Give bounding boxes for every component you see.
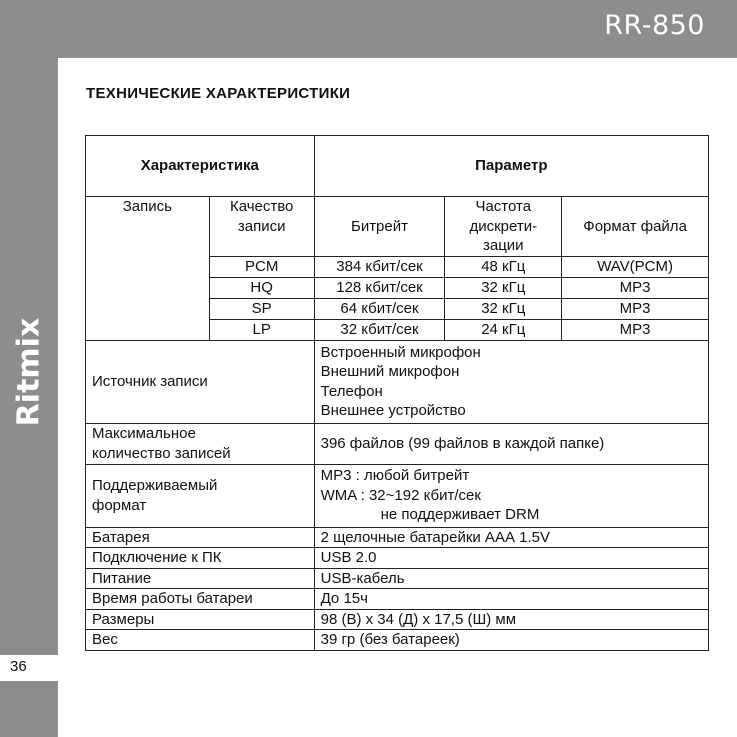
quality-cell: HQ bbox=[209, 277, 314, 298]
format-line: WMA : 32~192 кбит/сек bbox=[320, 486, 481, 504]
bitrate-cell: 384 кбит/сек bbox=[314, 256, 445, 277]
row-label: Время работы батареи bbox=[86, 589, 315, 610]
row-value: USB 2.0 bbox=[314, 548, 708, 569]
quality-header: Качество записи bbox=[209, 197, 314, 257]
page-number: 36 bbox=[10, 658, 27, 675]
recording-label: Запись bbox=[86, 197, 210, 341]
row-label: Питание bbox=[86, 568, 315, 589]
sample-rate-header: Частота дискрети-зации bbox=[445, 197, 562, 257]
format-cell: MP3 bbox=[562, 277, 709, 298]
table-row bbox=[86, 548, 709, 569]
table-header-row bbox=[86, 136, 709, 197]
format-line: MP3 : любой битрейт bbox=[320, 467, 470, 485]
table-row bbox=[86, 589, 709, 610]
formats-value bbox=[314, 464, 708, 527]
specs-table bbox=[85, 135, 709, 651]
format-cell: MP3 bbox=[562, 319, 709, 340]
row-value: 98 (В) х 34 (Д) х 17,5 (Ш) мм bbox=[314, 609, 708, 630]
bitrate-cell: 64 кбит/сек bbox=[314, 298, 445, 319]
rate-cell: 48 кГц bbox=[445, 256, 562, 277]
formats-row bbox=[86, 464, 709, 527]
source-label: Источник записи bbox=[86, 340, 315, 423]
table-row bbox=[86, 630, 709, 651]
table-row bbox=[86, 609, 709, 630]
source-values bbox=[314, 340, 708, 423]
source-item: Внешний микрофон bbox=[320, 363, 460, 380]
max-records-value: 396 файлов (99 файлов в каждой папке) bbox=[314, 423, 708, 464]
source-item: Встроенный микрофон bbox=[320, 343, 481, 361]
format-cell: WAV(PCM) bbox=[562, 256, 709, 277]
formats-label-line: Поддерживаемый bbox=[92, 477, 218, 494]
quality-cell: PCM bbox=[209, 256, 314, 277]
header-characteristic: Характеристика bbox=[86, 136, 315, 197]
page-title: ТЕХНИЧЕСКИЕ ХАРАКТЕРИСТИКИ bbox=[86, 85, 351, 102]
max-records-label-line: количество записей bbox=[92, 444, 231, 462]
row-label: Размеры bbox=[86, 609, 315, 630]
max-records-row bbox=[86, 423, 709, 464]
format-line: не поддерживает DRM bbox=[380, 506, 540, 524]
formats-label-line: формат bbox=[92, 496, 147, 514]
source-item: Телефон bbox=[320, 382, 383, 400]
model-name: RR-850 bbox=[604, 10, 705, 41]
quality-cell: SP bbox=[209, 298, 314, 319]
rate-cell: 32 кГц bbox=[445, 277, 562, 298]
row-value: 2 щелочные батарейки ААА 1.5V bbox=[314, 527, 708, 548]
rate-cell: 32 кГц bbox=[445, 298, 562, 319]
bitrate-cell: 128 кбит/сек bbox=[314, 277, 445, 298]
row-value: До 15ч bbox=[314, 589, 708, 610]
header-parameter: Параметр bbox=[314, 136, 708, 197]
page-number-box bbox=[0, 655, 58, 681]
formats-label bbox=[86, 464, 315, 527]
row-label: Вес bbox=[86, 630, 315, 651]
max-records-label-line: Максимальное bbox=[92, 425, 196, 442]
row-value: USB-кабель bbox=[314, 568, 708, 589]
max-records-label bbox=[86, 423, 315, 464]
source-item: Внешнее устройство bbox=[320, 402, 466, 419]
quality-cell: LP bbox=[209, 319, 314, 340]
table-row bbox=[86, 527, 709, 548]
brand-logo: Ritmix bbox=[11, 317, 47, 427]
bitrate-header: Битрейт bbox=[314, 197, 445, 257]
bitrate-cell: 32 кбит/сек bbox=[314, 319, 445, 340]
rate-cell: 24 кГц bbox=[445, 319, 562, 340]
format-cell: MP3 bbox=[562, 298, 709, 319]
row-label: Батарея bbox=[86, 527, 315, 548]
table-row bbox=[86, 568, 709, 589]
source-row bbox=[86, 340, 709, 423]
recording-header-row bbox=[86, 197, 709, 257]
file-format-header: Формат файла bbox=[562, 197, 709, 257]
row-value: 39 гр (без батареек) bbox=[314, 630, 708, 651]
row-label: Подключение к ПК bbox=[86, 548, 315, 569]
